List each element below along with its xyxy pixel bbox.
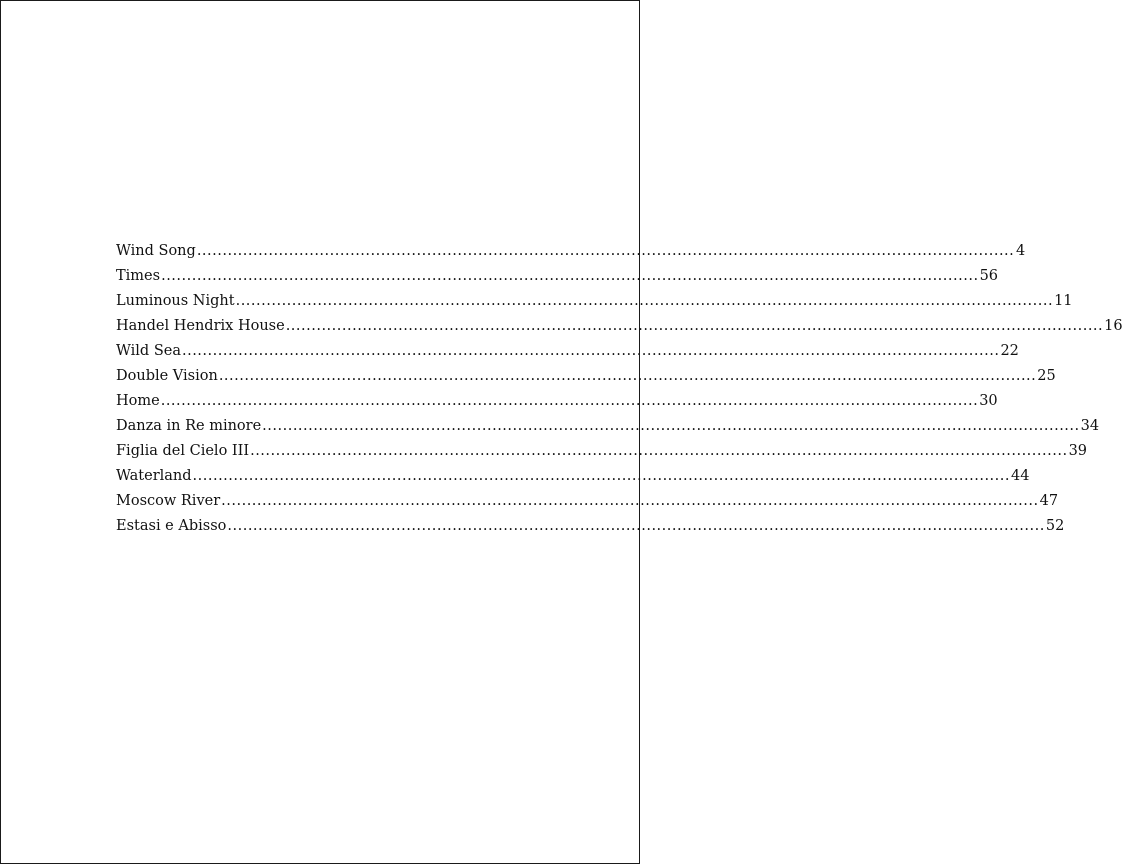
toc-dot-leader: ................................................................................................................................................................ bbox=[221, 493, 1039, 509]
table-of-contents bbox=[116, 241, 1123, 541]
toc-entry-page: 56 bbox=[979, 268, 999, 284]
toc-entry-title: Luminous Night bbox=[116, 293, 235, 309]
toc-entry-page: 52 bbox=[1045, 518, 1065, 534]
toc-dot-leader: ................................................................................................................................................................ bbox=[235, 293, 1054, 309]
toc-entry bbox=[116, 291, 1073, 316]
toc-entry-title: Moscow River bbox=[116, 493, 221, 509]
toc-entry-title: Double Vision bbox=[116, 368, 218, 384]
toc-entry bbox=[116, 491, 1059, 516]
toc-entry-title: Wind Song bbox=[116, 243, 196, 259]
toc-entry-page: 16 bbox=[1104, 318, 1123, 334]
toc-entry-page: 11 bbox=[1054, 293, 1073, 309]
toc-entry-title: Danza in Re minore bbox=[116, 418, 262, 434]
toc-entry-page: 47 bbox=[1039, 493, 1059, 509]
toc-entry bbox=[116, 341, 1019, 366]
toc-entry-title: Home bbox=[116, 393, 160, 409]
toc-dot-leader: ................................................................................................................................................................ bbox=[218, 368, 1037, 384]
toc-entry-page: 22 bbox=[1000, 343, 1019, 359]
toc-dot-leader: ................................................................................................................................................................ bbox=[181, 343, 1000, 359]
toc-dot-leader: ................................................................................................................................................................ bbox=[192, 468, 1010, 484]
toc-dot-leader: ................................................................................................................................................................ bbox=[285, 318, 1104, 334]
toc-dot-leader: ................................................................................................................................................................ bbox=[161, 268, 979, 284]
toc-entry-title: Times bbox=[116, 268, 161, 284]
toc-entry bbox=[116, 241, 1026, 266]
toc-entry-title: Wild Sea bbox=[116, 343, 181, 359]
toc-entry bbox=[116, 441, 1088, 466]
toc-entry-page: 34 bbox=[1080, 418, 1100, 434]
toc-entry-title: Waterland bbox=[116, 468, 192, 484]
toc-entry-page: 44 bbox=[1011, 468, 1030, 484]
toc-entry-page: 25 bbox=[1037, 368, 1056, 384]
toc-entry bbox=[116, 516, 1065, 541]
toc-entry-page: 39 bbox=[1068, 443, 1088, 459]
toc-entry-title: Figlia del Cielo III bbox=[116, 443, 250, 459]
toc-dot-leader: ................................................................................................................................................................ bbox=[227, 518, 1045, 534]
toc-dot-leader: ................................................................................................................................................................ bbox=[250, 443, 1068, 459]
toc-entry bbox=[116, 366, 1056, 391]
toc-dot-leader: ................................................................................................................................................................ bbox=[160, 393, 979, 409]
toc-entry bbox=[116, 266, 999, 291]
toc-entry-title: Handel Hendrix House bbox=[116, 318, 285, 334]
toc-entry bbox=[116, 391, 998, 416]
toc-entry-page: 4 bbox=[1016, 243, 1026, 259]
toc-entry bbox=[116, 416, 1100, 441]
toc-entry bbox=[116, 316, 1123, 341]
toc-entry bbox=[116, 466, 1030, 491]
toc-entry-page: 30 bbox=[979, 393, 998, 409]
toc-dot-leader: ................................................................................................................................................................ bbox=[262, 418, 1080, 434]
toc-entry-title: Estasi e Abisso bbox=[116, 518, 227, 534]
toc-dot-leader: ................................................................................................................................................................ bbox=[196, 243, 1015, 259]
